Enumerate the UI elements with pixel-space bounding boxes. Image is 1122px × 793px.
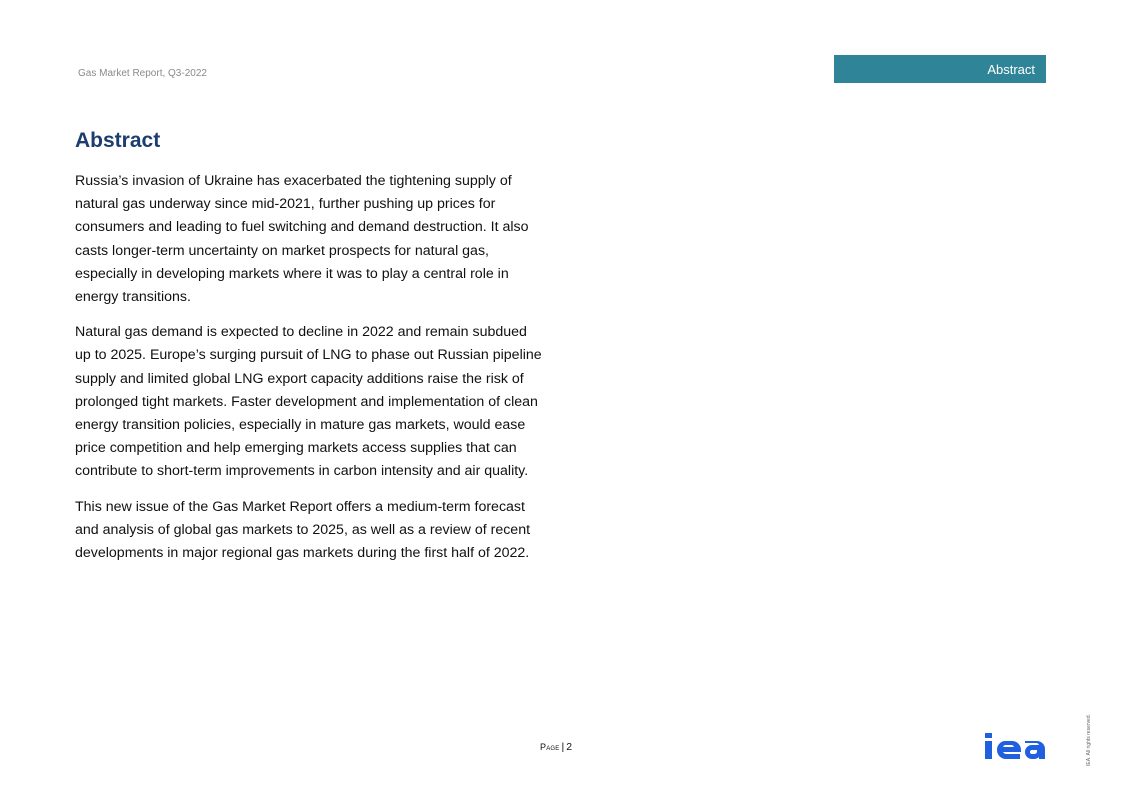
abstract-body xyxy=(75,170,545,577)
page-number xyxy=(540,741,572,753)
copyright-notice xyxy=(1086,704,1094,766)
copyright-text: IEA. All rights reserved. xyxy=(1086,714,1092,766)
section-tab: Abstract xyxy=(834,55,1046,83)
running-title: Gas Market Report, Q3-2022 xyxy=(78,68,207,79)
paragraph: Natural gas demand is expected to decline in 2022 and remain subdued up to 2025. Europe’s surging pursuit of LNG to phase out Russian pipeline supply and limited global LNG export capacity additions raise the risk of prolonged tight markets. Faster development and implementation of clean energy transition policies, especially in mature gas markets, would ease price competition and help emerging markets access supplies that can contribute to short-term improvements in carbon intensity and air quality. xyxy=(75,324,542,480)
paragraph: Russia’s invasion of Ukraine has exacerbated the tightening supply of natural gas underway since mid-2021, further pushing up prices for consumers and leading to fuel switching and demand destruction. It also casts longer-term uncertainty on market prospects for natural gas, especially in developing markets where it was to play a central role in energy transitions. xyxy=(75,173,529,306)
page-title: Abstract xyxy=(75,129,161,152)
page-separator: | xyxy=(561,741,565,753)
iea-logo xyxy=(983,733,1047,766)
paragraph: This new issue of the Gas Market Report offers a medium-term forecast and analysis of global gas markets to 2025, as well as a review of recent developments in major regional gas markets during the first half of 2022. xyxy=(75,498,531,562)
page-label: Page xyxy=(540,742,560,752)
page-number-value: 2 xyxy=(566,741,573,753)
